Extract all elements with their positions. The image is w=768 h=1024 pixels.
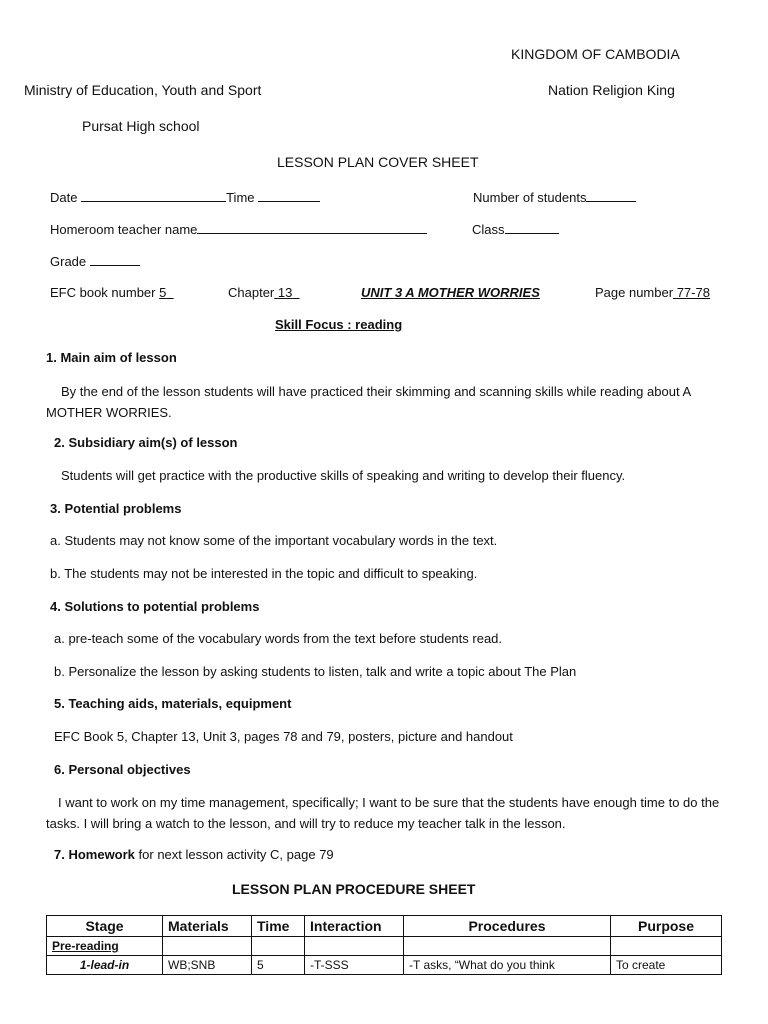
chapter-label: Chapter	[228, 285, 275, 300]
cell-time	[252, 937, 305, 956]
cell-interaction	[305, 937, 404, 956]
class-label: Class	[472, 222, 505, 237]
procedure-table	[46, 915, 722, 975]
section-7-heading: 7. Homework	[54, 847, 135, 862]
grade-field	[50, 253, 140, 269]
section-4-heading: 4. Solutions to potential problems	[50, 599, 260, 614]
page-value: 77-78	[676, 285, 710, 300]
students-label: Number of students	[473, 190, 587, 205]
cell-stage: Pre-reading	[47, 937, 163, 956]
col-procedures: Procedures	[404, 916, 611, 937]
book-field	[50, 285, 174, 300]
book-label: EFC book number	[50, 285, 156, 300]
section-2-heading: 2. Subsidiary aim(s) of lesson	[54, 435, 238, 450]
date-field	[50, 189, 320, 205]
kingdom-title: KINGDOM OF CAMBODIA	[511, 46, 680, 62]
date-label: Date	[50, 190, 78, 205]
cell-procedures	[404, 937, 611, 956]
teacher-label: Homeroom teacher name	[50, 222, 198, 237]
cell-materials: WB;SNB	[163, 956, 252, 975]
cell-purpose: To create	[611, 956, 722, 975]
section-1-heading: 1. Main aim of lesson	[46, 350, 177, 365]
table-header-row	[47, 916, 722, 937]
chapter-value: 13	[277, 285, 293, 300]
cell-interaction: -T-SSS	[305, 956, 404, 975]
col-interaction: Interaction	[305, 916, 404, 937]
section-7-text: for next lesson activity C, page 79	[138, 847, 334, 862]
cell-materials	[163, 937, 252, 956]
section-3-item-a: a. Students may not know some of the important vocabulary words in the text.	[50, 533, 498, 548]
section-2-text: Students will get practice with the productive skills of speaking and writing to develop their fluency.	[61, 468, 626, 483]
section-3-item-b: b. The students may not be interested in the topic and difficult to speaking.	[50, 566, 478, 581]
students-blank[interactable]	[586, 189, 636, 202]
book-value: 5	[159, 285, 167, 300]
students-field	[473, 189, 636, 205]
table-row	[47, 956, 722, 975]
procedure-title: LESSON PLAN PROCEDURE SHEET	[232, 881, 476, 897]
grade-label: Grade	[50, 254, 87, 269]
class-field	[472, 221, 559, 237]
col-time: Time	[252, 916, 305, 937]
grade-blank[interactable]	[90, 253, 140, 266]
col-purpose: Purpose	[611, 916, 722, 937]
skill-focus: Skill Focus : reading	[275, 317, 403, 332]
page-label: Page number	[595, 285, 674, 300]
col-materials: Materials	[163, 916, 252, 937]
section-6-text: I want to work on my time management, specifically; I want to be sure that the students have enough time to do the tasks. I will bring a watch to the lesson, and will try to reduce my teacher talk in the lesson.	[46, 795, 720, 831]
teacher-field	[50, 221, 427, 237]
cover-sheet-title: LESSON PLAN COVER SHEET	[277, 154, 479, 170]
time-label: Time	[226, 190, 255, 205]
section-3-heading: 3. Potential problems	[50, 501, 182, 516]
section-1-text: By the end of the lesson students will have practiced their skimming and scanning skills while reading about A MOTHER WORRIES.	[46, 384, 691, 420]
section-5-heading: 5. Teaching aids, materials, equipment	[54, 696, 292, 711]
ministry-name: Ministry of Education, Youth and Sport	[24, 82, 262, 98]
time-blank[interactable]	[258, 189, 320, 202]
section-6-heading: 6. Personal objectives	[54, 762, 191, 777]
section-4-item-a: a. pre-teach some of the vocabulary words from the text before students read.	[54, 631, 503, 646]
unit-title: UNIT 3 A MOTHER WORRIES	[361, 285, 540, 300]
table-row	[47, 937, 722, 956]
school-name: Pursat High school	[82, 118, 200, 134]
chapter-field	[228, 285, 300, 300]
cell-procedures: -T asks, “What do you think	[404, 956, 611, 975]
section-5-text: EFC Book 5, Chapter 13, Unit 3, pages 78 and 79, posters, picture and handout	[54, 729, 513, 744]
section-4-item-b: b. Personalize the lesson by asking students to listen, talk and write a topic about The Plan	[54, 664, 577, 679]
cell-time: 5	[252, 956, 305, 975]
cell-purpose	[611, 937, 722, 956]
national-motto: Nation Religion King	[548, 82, 675, 98]
section-7	[54, 847, 334, 862]
class-blank[interactable]	[505, 221, 559, 234]
teacher-blank[interactable]	[197, 221, 427, 234]
page-field	[595, 285, 710, 300]
date-blank[interactable]	[81, 189, 226, 202]
col-stage: Stage	[47, 916, 163, 937]
cell-stage: 1-lead-in	[47, 956, 163, 975]
